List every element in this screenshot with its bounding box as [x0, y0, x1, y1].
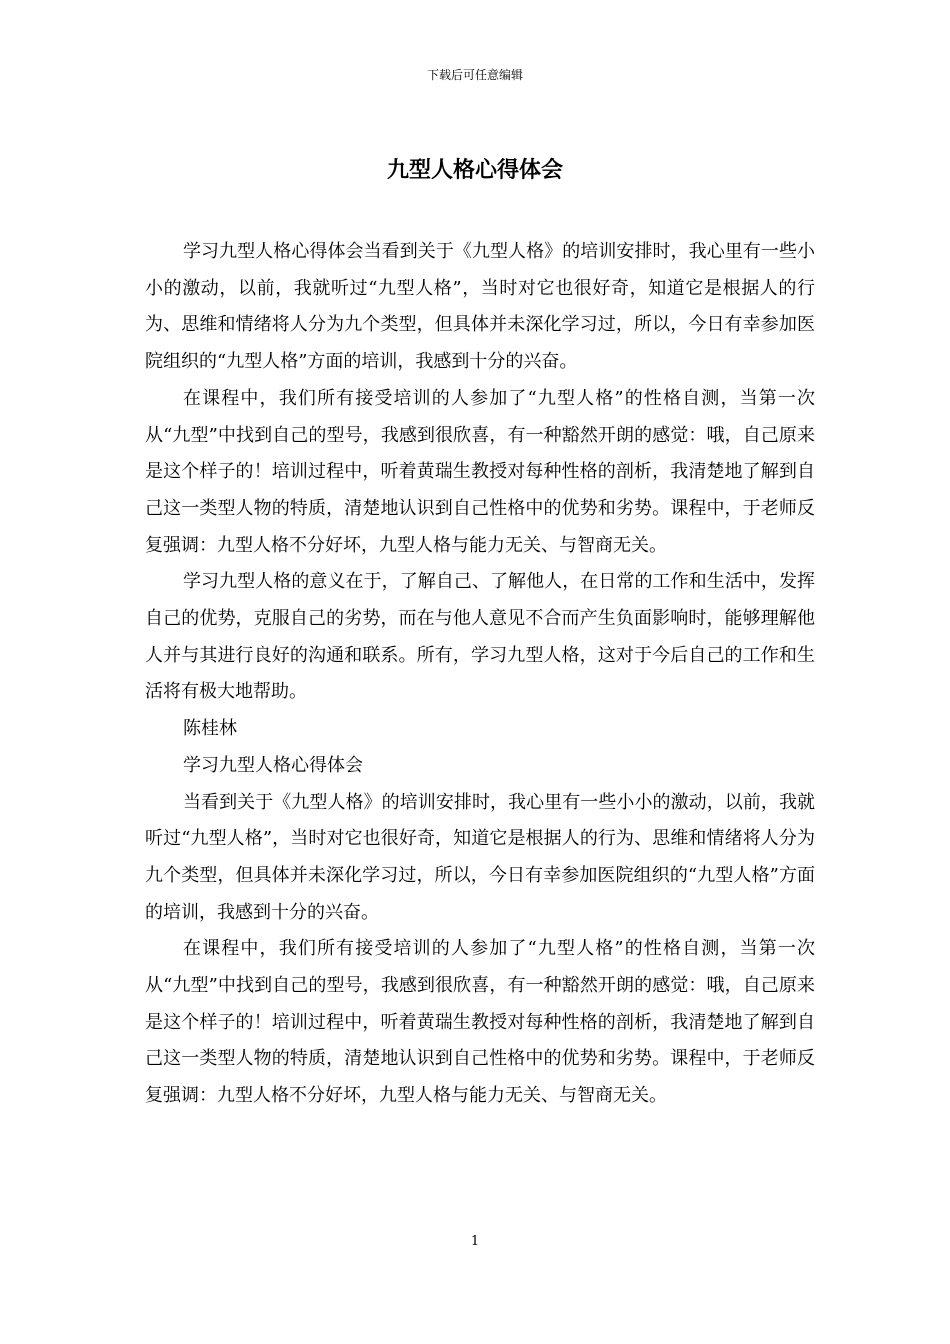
author-name: 陈桂林 — [183, 718, 237, 740]
paragraph-5: 在课程中，我们所有接受培训的人参加了“九型人格”的性格自测，当第一次从“九型”中找到自己的型号，我感到很欣喜，有一种豁然开朗的感觉：哦，自己原来是这个样子的！培训过程中，听着黄瑞生教授对每种性格的剖析，我清楚地了解到自己这一类型人物的特质，清楚地认识到自己性格中的优势和劣势。课程中，于老师反复强调：九型人格不分好坏，九型人格与能力无关、与智商无关。 — [145, 938, 815, 1107]
section-heading: 学习九型人格心得体会 — [183, 754, 363, 776]
paragraph-3: 学习九型人格的意义在于，了解自己、了解他人，在日常的工作和生活中，发挥自己的优势，克服自己的劣势，而在与他人意见不合而产生负面影响时，能够理解他人并与其进行良好的沟通和联系。所有，学习九型人格，这对于今后自己的工作和生活将有极大地帮助。 — [145, 571, 815, 703]
paragraph-4: 当看到关于《九型人格》的培训安排时，我心里有一些小小的激动，以前，我就听过“九型人格”，当时对它也很好奇，知道它是根据人的行为、思维和情绪将人分为九个类型，但具体并未深化学习过，所以，今日有幸参加医院组织的“九型人格”方面的培训，我感到十分的兴奋。 — [145, 791, 815, 923]
document-title: 九型人格心得体会 — [386, 157, 563, 183]
header-note: 下载后可任意编辑 — [426, 68, 523, 82]
paragraph-1: 学习九型人格心得体会当看到关于《九型人格》的培训安排时，我心里有一些小小的激动，以前，我就听过“九型人格”，当时对它也很好奇，知道它是根据人的行为、思维和情绪将人分为九个类型，但具体并未深化学习过，所以，今日有幸参加医院组织的“九型人格”方面的培训，我感到十分的兴奋。 — [145, 241, 815, 373]
page-number: 1 — [470, 1234, 480, 1249]
paragraph-2: 在课程中，我们所有接受培训的人参加了“九型人格”的性格自测，当第一次从“九型”中找到自己的型号，我感到很欣喜，有一种豁然开朗的感觉：哦，自己原来是这个样子的！培训过程中，听着黄瑞生教授对每种性格的剖析，我清楚地了解到自己这一类型人物的特质，清楚地认识到自己性格中的优势和劣势。课程中，于老师反复强调：九型人格不分好坏，九型人格与能力无关、与智商无关。 — [145, 387, 815, 556]
document-body — [145, 234, 815, 1115]
